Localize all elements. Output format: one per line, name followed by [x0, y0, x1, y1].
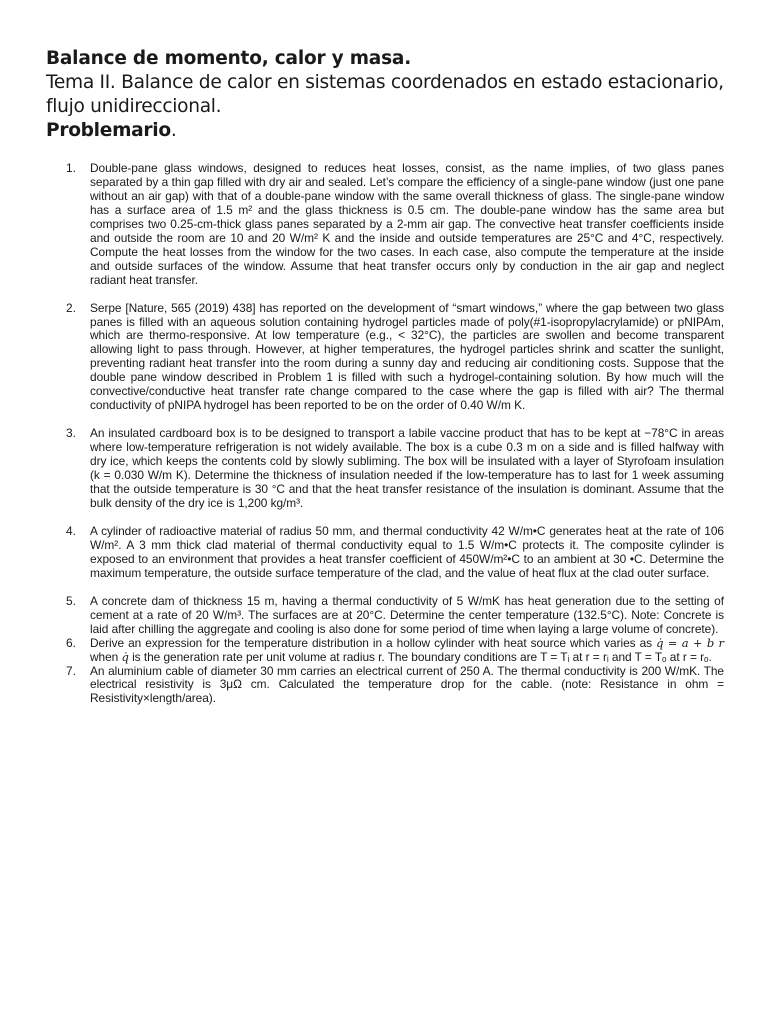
- problem-text: Double-pane glass windows, designed to reduces heat losses, consist, as the name implies, of two glass panes separated by a thin gap filled with dry air and sealed. Let’s compare the efficiency of a single-pane window (just one pane without an air gap) with that of a double-pane window with the same overall thickness of glass. The single-pane window has a surface area of 1.5 m² and the glass thickness is 0.5 cm. The double-pane window has the same area but comprises two 0.25-cm-thick glass panes separated by a 2-mm air gap. The convective heat transfer coefficients inside and outside the room are 10 and 20 W/m² K and the inside and outside temperatures are 25°C and 4°C, respectively. Compute the heat losses from the window for the two cases. In each case, also compute the temperature at the inside and outside surfaces of the window. Assume that heat transfer occurs only by conduction in the air gap and neglect radiant heat transfer.: [90, 161, 724, 287]
- problem-number: 2.: [66, 300, 76, 315]
- problem-item: [66, 302, 724, 414]
- problem-number: 4.: [66, 523, 76, 538]
- problem-number: 6.: [66, 635, 76, 650]
- problem-text-a: Derive an expression for the temperature distribution in a hollow cylinder with heat source which varies as: [90, 635, 653, 650]
- problem-item: [66, 525, 724, 581]
- problem-item: [66, 637, 724, 665]
- equation-q-dot: q̇: [121, 649, 129, 664]
- problem-text: An insulated cardboard box is to be designed to transport a labile vaccine product that has to be kept at −78°C in areas where low-temperature refrigeration is not widely available. The box is a cube 0.3 m on a side and is filled halfway with dry ice, which keeps the contents cold by slowly subliming. The box will be insulated with a layer of Styrofoam insulation (k = 0.030 W/m K). Determine the thickness of insulation needed if the low-temperature has to last for 1 week assuming that the outside temperature is 30 °C and that the heat transfer resistance of the insulation is dominant. Assume that the bulk density of the dry ice is 1,200 kg/m³.: [90, 426, 724, 510]
- problem-text: An aluminium cable of diameter 30 mm carries an electrical current of 250 A. The thermal conductivity is 200 W/mK. The electrical resistivity is 3μΩ cm. Calculated the temperature drop for the cable. (note: Resistance in ohm = Resistivity×length/area).: [90, 663, 724, 706]
- document-header: [46, 47, 736, 143]
- equation-generation-rate: q̇ = a + b r: [656, 635, 724, 650]
- problem-item: [66, 595, 724, 637]
- problem-item: [66, 162, 724, 288]
- problem-number: 7.: [66, 663, 76, 678]
- section-title: [46, 119, 736, 143]
- section-word: Problemario: [46, 120, 171, 141]
- problem-number: 5.: [66, 593, 76, 608]
- problem-text: A concrete dam of thickness 15 m, having a thermal conductivity of 5 W/mK has heat generation due to the setting of cement at a rate of 20 W/m³. The surfaces are at 20°C. Determine the center temperature (132.5°C). Note: Concrete is laid after chilling the aggregate and cooling is also done for some period of time when laying a large volume of concrete).: [90, 593, 724, 636]
- problem-number: 1.: [66, 161, 76, 175]
- problem-text: A cylinder of radioactive material of radius 50 mm, and thermal conductivity 42 W/m•C generates heat at the rate of 106 W/m². A 3 mm thick clad material of thermal conductivity equal to 1.5 W/m•C protects it. The composite cylinder is exposed to an environment that provides a heat transfer coefficient of 450W/m²•C to an ambient at 30 •C. Determine the maximum temperature, the outside surface temperature of the clad, and the value of heat flux at the clad outer surface.: [90, 523, 724, 580]
- problem-text-c: is the generation rate per unit volume at radius r. The boundary conditions are T = Tᵢ at r = rᵢ and T = Tₒ at r = rₒ.: [132, 649, 712, 664]
- section-period: .: [170, 120, 177, 141]
- course-title: Balance de momento, calor y masa.: [46, 48, 412, 69]
- problem-text-b: when: [90, 649, 119, 664]
- topic-title: Tema II. Balance de calor en sistemas coordenados en estado estacionario, flujo unidireccional.: [46, 72, 724, 117]
- problem-text: Serpe [Nature, 565 (2019) 438] has reported on the development of “smart windows,” where the gap between two glass panes is filled with an aqueous solution containing hydrogel particles made of poly(#1-isopropylacrylamide) or pNIPAm, which are thermo-responsive. At low temperature (e.g., < 32°C), the particles are swollen and become transparent allowing light to pass through. However, at higher temperatures, the hydrogel particles shrink and scatter the sunlight, preventing radiant heat transfer into the room during a sunny day and reducing air conditioning costs. Suppose that the double pane window described in Problem 1 is filled with such a hydrogel-containing solution. By how much will the convective/conductive heat transfer rate change compared to the case where the gap is filled with air? The thermal conductivity of pNIPA hydrogel has been reported to be on the order of 0.40 W/m K.: [90, 300, 724, 413]
- problem-number: 3.: [66, 426, 76, 441]
- problem-item: [66, 665, 724, 707]
- problem-item: [66, 427, 724, 511]
- problem-list: [66, 162, 724, 706]
